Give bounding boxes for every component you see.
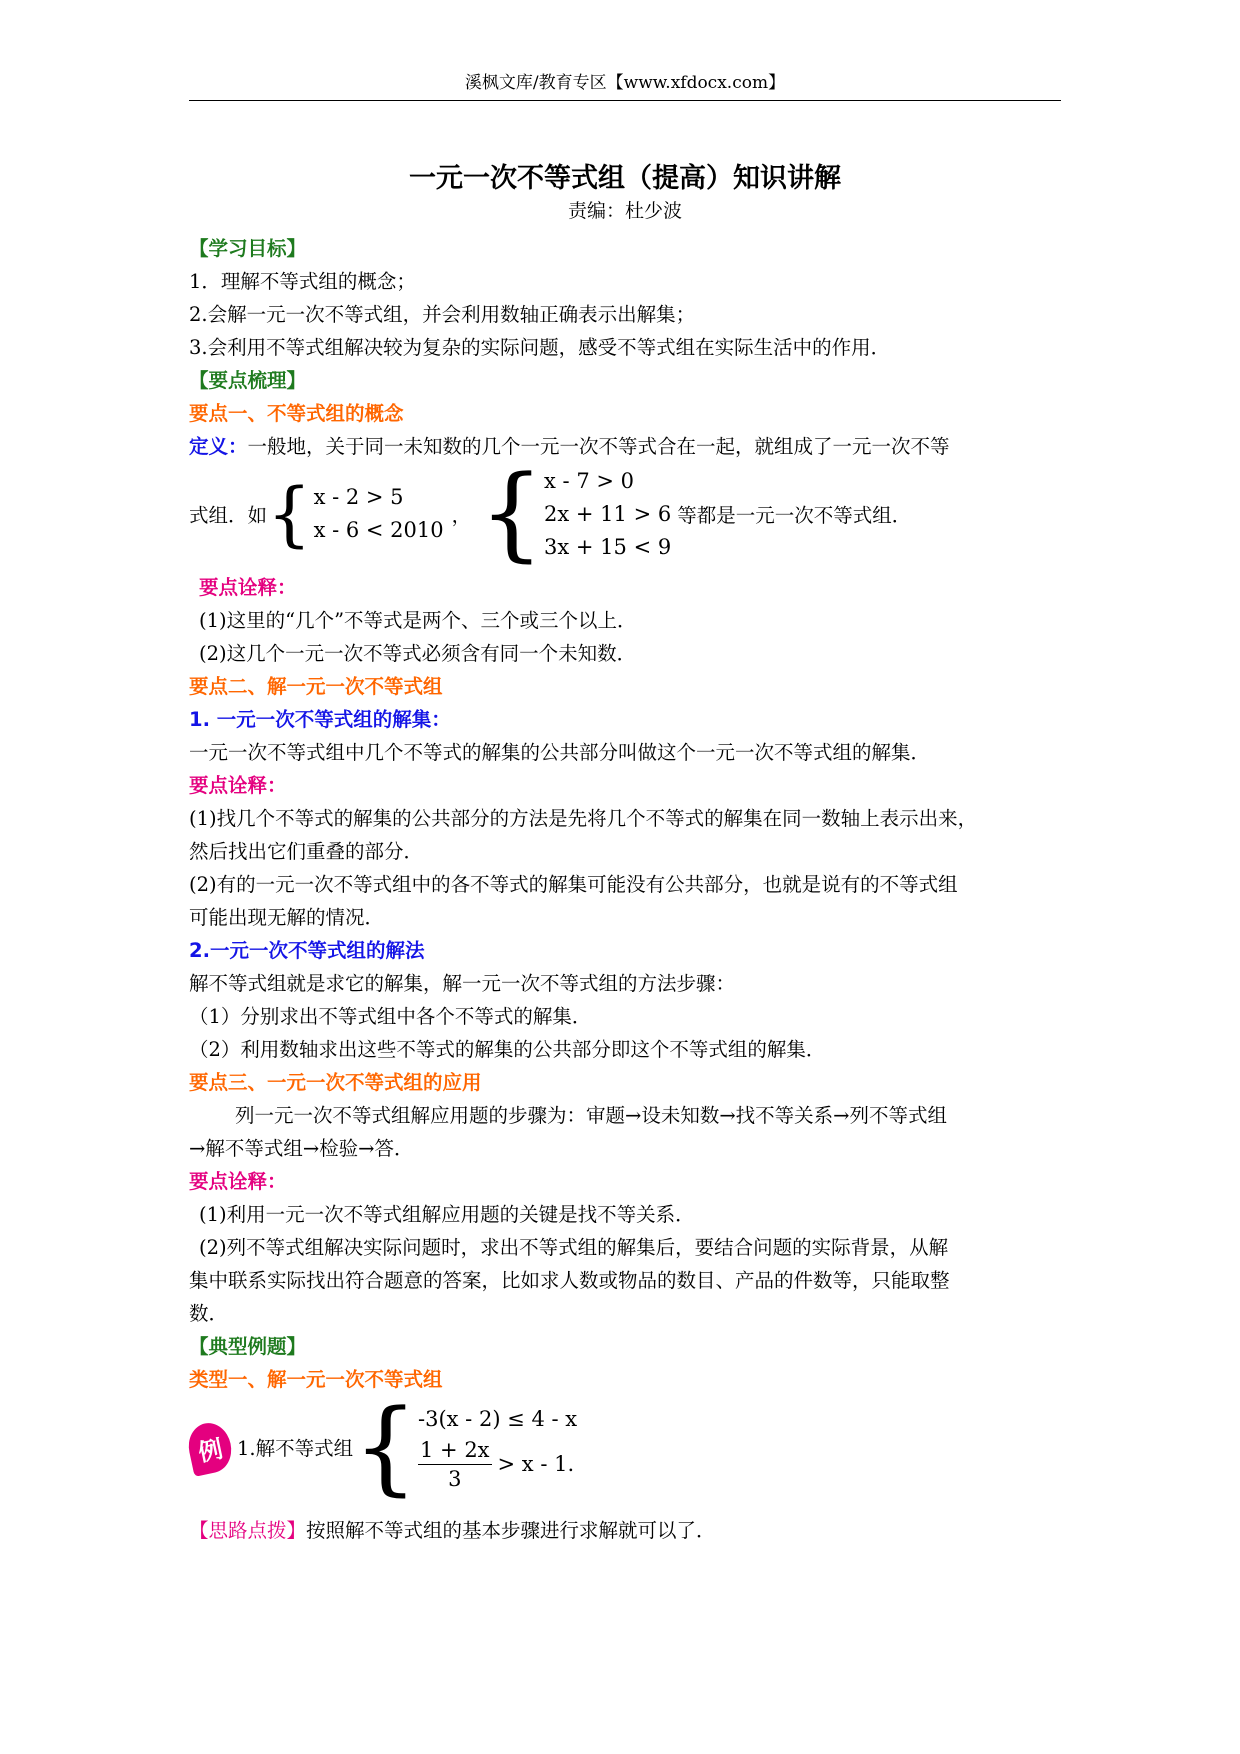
left-brace: { [479, 454, 545, 573]
document-body [189, 160, 1061, 1547]
point2-heading: 要点二、解一元一次不等式组 [189, 675, 443, 698]
example-prefix: 式组．如 [189, 504, 268, 527]
subheading-solution-method: 2.一元一次不等式组的解法 [189, 939, 425, 962]
note-item: (2)这几个一元一次不等式必须含有同一个未知数． [199, 642, 637, 665]
left-brace: { [267, 473, 312, 555]
note-item: 然后找出它们重叠的部分． [189, 840, 424, 863]
point3-heading: 要点三、一元一次不等式组的应用 [189, 1071, 482, 1094]
fraction-denominator: 3 [448, 1467, 462, 1491]
example-badge-icon: 例 [184, 1419, 235, 1477]
fraction-numerator: 1 + 2x [418, 1436, 492, 1465]
note-item: (2)列不等式组解决实际问题时，求出不等式组的解集后，要结合问题的实际背景，从解 [199, 1236, 949, 1259]
inequality: x - 6 < 2010 [313, 518, 444, 542]
note-item: 可能出现无解的情况． [189, 906, 385, 929]
goals-heading: 【学习目标】 [189, 237, 307, 260]
paragraph: →解不等式组→检验→答． [189, 1137, 414, 1160]
type1-heading: 类型一、解一元一次不等式组 [189, 1368, 443, 1391]
goal-item: 1．理解不等式组的概念； [189, 270, 416, 293]
inequality-system-1 [314, 481, 444, 547]
fraction [418, 1436, 492, 1493]
author-line: 责编：杜少波 [567, 200, 682, 222]
definition-label: 定义： [189, 435, 248, 458]
inequality: x - 2 > 5 [313, 485, 404, 509]
inequality-examples [189, 454, 1061, 573]
note-item: (1)找几个不等式的解集的公共部分的方法是先将几个不等式的解集在同一数轴上表示出来， [189, 807, 978, 830]
example-prefix: 1.解不等式组 [237, 1436, 354, 1460]
step-item: （2）利用数轴求出这些不等式的解集的公共部分即这个不等式组的解集． [189, 1038, 826, 1061]
hint-label: 【思路点拨】 [189, 1519, 307, 1542]
note-heading: 要点诠释： [189, 774, 287, 797]
note-item: (1)这里的“几个”不等式是两个、三个或三个以上． [199, 609, 637, 632]
inequality-rest: > x - 1. [497, 1452, 575, 1476]
point1-heading: 要点一、不等式组的概念 [189, 402, 404, 425]
subheading-solution-set: 1. 一元一次不等式组的解集： [189, 708, 451, 731]
inequality: -3(x - 2) ≤ 4 - x [418, 1407, 578, 1431]
left-brace: { [353, 1388, 419, 1507]
paragraph: 列一元一次不等式组解应用题的步骤为：审题→设未知数→找不等关系→列不等式组 [235, 1104, 948, 1127]
step-item: （1）分别求出不等式组中各个不等式的解集． [189, 1005, 592, 1028]
goal-item: 3.会利用不等式组解决较为复杂的实际问题，感受不等式组在实际生活中的作用． [189, 336, 891, 359]
inequality: x - 7 > 0 [544, 468, 634, 493]
points-heading: 【要点梳理】 [189, 369, 307, 392]
note-heading: 要点诠释： [189, 1170, 287, 1193]
page-header: 溪枫文库/教育专区【www.xfdocx.com】 [189, 70, 1061, 101]
note-heading: 要点诠释： [199, 576, 297, 599]
page-title: 一元一次不等式组（提高）知识讲解 [409, 163, 841, 194]
example-suffix: 等都是一元一次不等式组． [677, 504, 912, 527]
note-item: (2)有的一元一次不等式组中的各不等式的解集可能没有公共部分，也就是说有的不等式组 [189, 873, 958, 896]
note-item: (1)利用一元一次不等式组解应用题的关键是找不等关系． [199, 1203, 695, 1226]
paragraph: 一元一次不等式组中几个不等式的解集的公共部分叫做这个一元一次不等式组的解集． [189, 741, 931, 764]
inequality: 2x + 11 > 6 [544, 501, 672, 526]
paragraph: 解不等式组就是求它的解集，解一元一次不等式组的方法步骤： [189, 972, 736, 995]
definition-text: 一般地，关于同一未知数的几个一元一次不等式合在一起，就组成了一元一次不等 [247, 435, 950, 458]
hint-text: 按照解不等式组的基本步骤进行求解就可以了． [306, 1519, 716, 1542]
examples-heading: 【典型例题】 [189, 1335, 307, 1358]
example-inequality-system [418, 1403, 577, 1493]
inequality: 3x + 15 < 9 [544, 534, 672, 559]
inequality-system-2 [544, 465, 671, 564]
separator-comma: ， [451, 504, 472, 527]
goal-item: 2.会解一元一次不等式组，并会利用数轴正确表示出解集； [189, 303, 696, 326]
note-item: 集中联系实际找出符合题意的答案，比如求人数或物品的数目、产品的件数等，只能取整 [189, 1269, 950, 1292]
note-item: 数． [189, 1302, 229, 1325]
example-1 [189, 1388, 1061, 1507]
